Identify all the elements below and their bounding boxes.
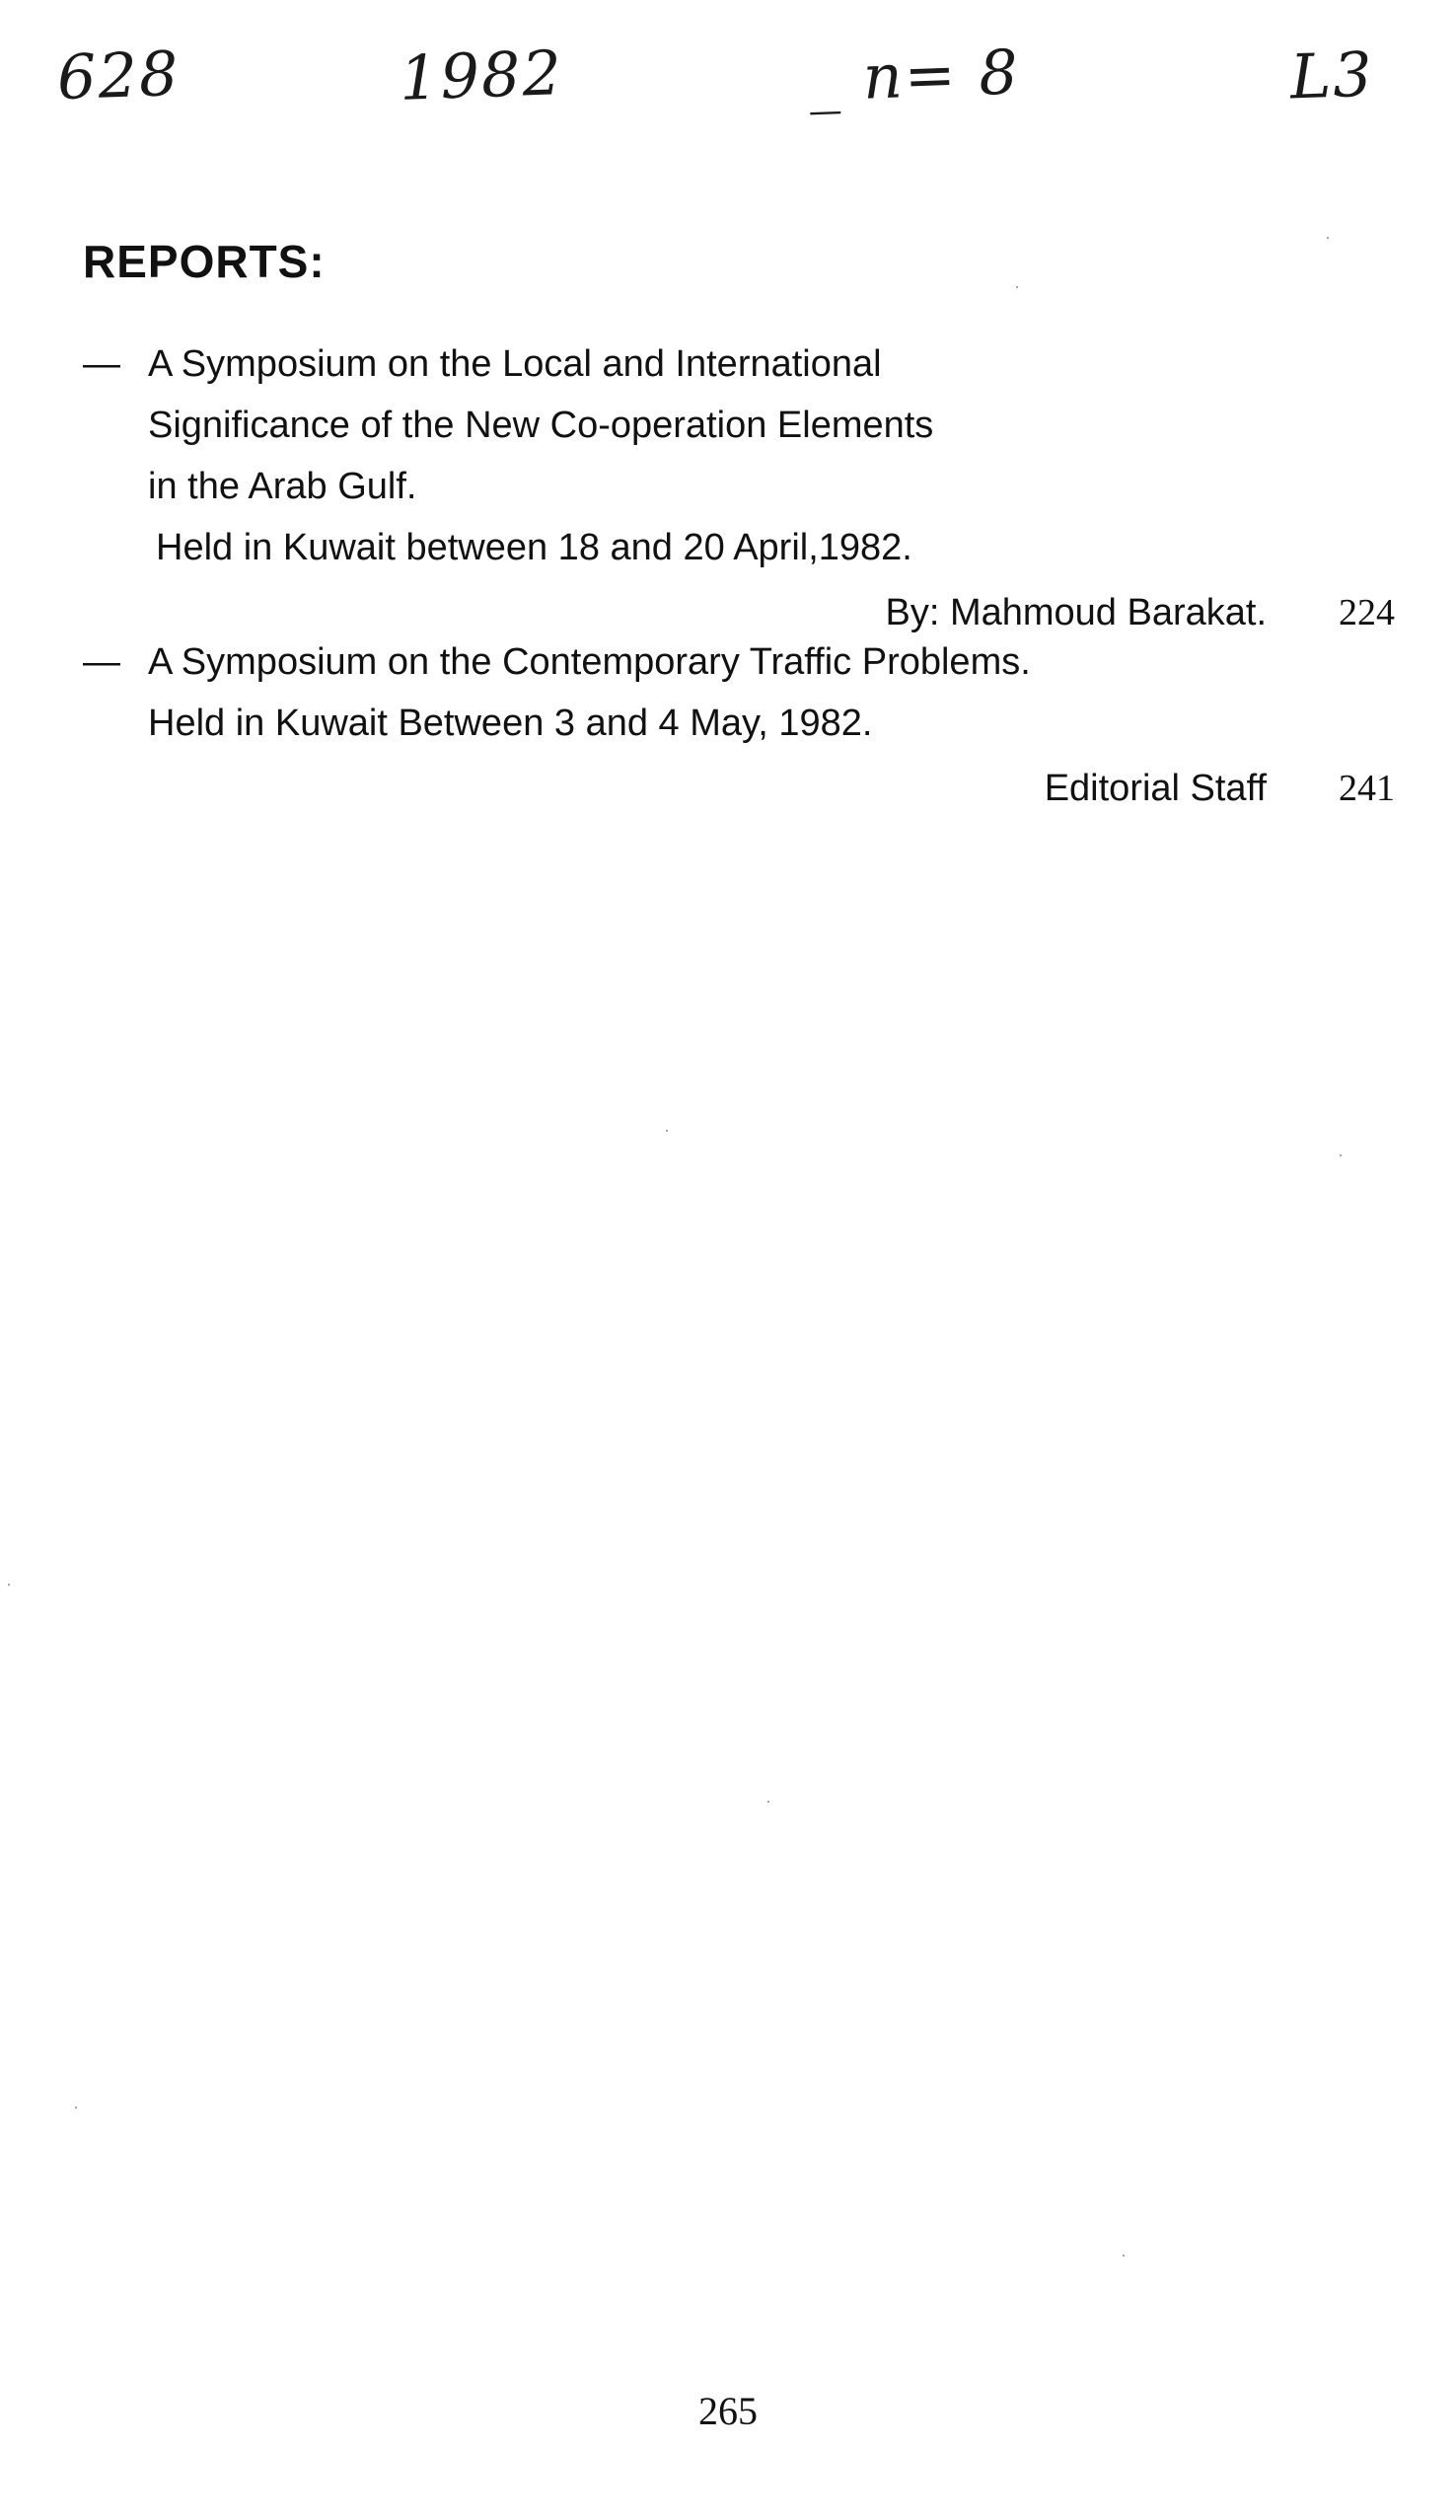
scan-speck [767, 1801, 769, 1803]
entry-held-line: Held in Kuwait between 18 and 20 April,1982. [156, 527, 912, 568]
entry-page-number: 224 [1339, 592, 1395, 633]
page-number: 265 [698, 2389, 758, 2433]
handwritten-note: L3 [1288, 37, 1375, 113]
entry-title-line [83, 631, 1395, 693]
scan-speck [1327, 237, 1329, 239]
handwritten-note: 1982 [398, 37, 565, 114]
handwritten-note: 628 [55, 37, 182, 114]
entry-held-line: Held in Kuwait Between 3 and 4 May, 1982. [148, 703, 873, 744]
entry-dash: — [83, 343, 120, 385]
entry-title-line: in the Arab Gulf. [148, 466, 417, 507]
entry-byline [83, 758, 1395, 819]
scan-speck [75, 2107, 77, 2109]
handwritten-note: _ n= 8 [807, 36, 1021, 115]
entry-author: Editorial Staff [1044, 768, 1267, 809]
scan-speck [8, 1584, 10, 1586]
scan-speck [666, 1130, 668, 1132]
entry-dash: — [83, 641, 120, 683]
entry-author: By: Mahmoud Barakat. [885, 592, 1267, 633]
entry-title-line: Significance of the New Co-operation Elements [148, 405, 934, 446]
report-entry [83, 631, 1395, 819]
scan-speck [1123, 2255, 1125, 2257]
scan-speck [1340, 1154, 1342, 1156]
entry-title-text: A Symposium on the Contemporary Traffic Problems. [148, 641, 1031, 683]
report-entry [83, 334, 1395, 643]
entry-title-text: A Symposium on the Local and International [148, 343, 882, 385]
scan-speck [1016, 286, 1018, 288]
entry-page-number: 241 [1339, 768, 1395, 809]
section-heading: REPORTS: [83, 236, 326, 287]
entry-title-line [83, 334, 1395, 395]
